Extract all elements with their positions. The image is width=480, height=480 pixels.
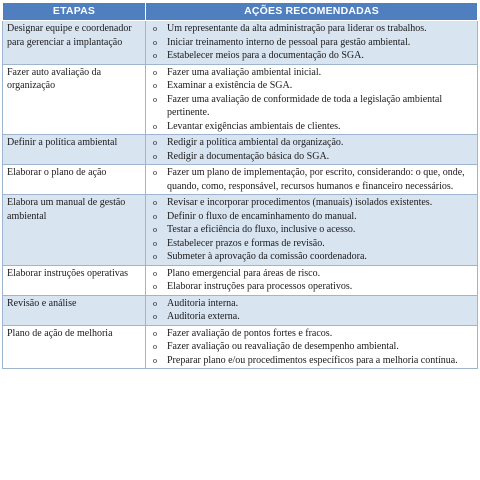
action-text: Fazer avaliação de pontos fortes e fracos. <box>167 327 333 339</box>
action-item <box>150 210 475 224</box>
action-text: Fazer uma avaliação de conformidade de toda a legislação ambiental pertinente. <box>167 93 443 118</box>
action-text: Redigir a política ambiental da organização. <box>167 137 344 148</box>
table-row <box>3 21 478 65</box>
action-item <box>150 297 475 311</box>
action-text: Testar a eficiência do fluxo, inclusive o acesso. <box>167 224 356 235</box>
actions-cell <box>146 265 478 295</box>
hollow-circle-bullet-icon: o <box>153 67 157 77</box>
hollow-circle-bullet-icon: o <box>153 268 157 278</box>
action-item <box>150 196 475 210</box>
table-row <box>3 295 478 325</box>
hollow-circle-bullet-icon: o <box>153 121 157 131</box>
table-header <box>3 3 478 21</box>
action-text: Auditoria interna. <box>167 297 239 309</box>
action-text: Preparar plano e/ou procedimentos específicos para a melhoria contínua. <box>167 354 458 366</box>
action-item <box>150 120 475 134</box>
step-cell: Elaborar instruções operativas <box>3 265 146 295</box>
action-text: Elaborar instruções para processos operativos. <box>167 281 353 292</box>
actions-list <box>150 326 475 369</box>
action-text: Plano emergencial para áreas de risco. <box>167 267 321 279</box>
table-row <box>3 195 478 266</box>
action-item <box>150 250 475 264</box>
action-text: Fazer um plano de implementação, por escrito, considerando: o que, onde, quando, como, responsável, recursos humanos e financeiro necessários. <box>167 167 465 192</box>
actions-cell <box>146 64 478 135</box>
action-item <box>150 340 475 354</box>
step-cell: Definir a política ambiental <box>3 135 146 165</box>
header-acoes-recomendadas: AÇÕES RECOMENDADAS <box>146 3 478 21</box>
actions-list <box>150 296 475 325</box>
action-text: Estabelecer prazos e formas de revisão. <box>167 237 325 249</box>
action-text: Fazer avaliação ou reavaliação de desempenho ambiental. <box>167 341 399 352</box>
action-item <box>150 79 475 93</box>
actions-cell <box>146 21 478 65</box>
action-item <box>150 93 475 120</box>
action-item <box>150 150 475 164</box>
hollow-circle-bullet-icon: o <box>153 151 157 161</box>
action-text: Definir o fluxo de encaminhamento do manual. <box>167 210 357 222</box>
action-item <box>150 237 475 251</box>
hollow-circle-bullet-icon: o <box>153 342 157 351</box>
header-etapas: ETAPAS <box>3 3 146 21</box>
action-item <box>150 267 475 281</box>
actions-cell <box>146 165 478 195</box>
action-text: Redigir a documentação básica do SGA. <box>167 150 330 162</box>
hollow-circle-bullet-icon: o <box>153 198 157 207</box>
hollow-circle-bullet-icon: o <box>153 328 157 338</box>
actions-list <box>150 195 475 265</box>
action-item <box>150 66 475 80</box>
actions-cell <box>146 195 478 266</box>
hollow-circle-bullet-icon: o <box>153 94 157 104</box>
actions-cell <box>146 325 478 369</box>
actions-list <box>150 135 475 164</box>
action-text: Examinar a existência de SGA. <box>167 80 293 91</box>
action-item <box>150 36 475 50</box>
actions-list <box>150 21 475 64</box>
hollow-circle-bullet-icon: o <box>153 24 157 33</box>
hollow-circle-bullet-icon: o <box>153 282 157 291</box>
step-cell: Elabora um manual de gestão ambiental <box>3 195 146 266</box>
hollow-circle-bullet-icon: o <box>153 355 157 365</box>
action-item <box>150 166 475 193</box>
table-row <box>3 64 478 135</box>
action-item <box>150 354 475 368</box>
step-cell: Elaborar o plano de ação <box>3 165 146 195</box>
step-cell: Revisão e análise <box>3 295 146 325</box>
action-item <box>150 136 475 150</box>
step-cell: Designar equipe e coordenador para gerenciar a implantação <box>3 21 146 65</box>
action-text: Levantar exigências ambientais de clientes. <box>167 120 341 132</box>
sga-steps-table <box>2 2 478 369</box>
actions-cell <box>146 295 478 325</box>
action-text: Um representante da alta administração para liderar os trabalhos. <box>167 23 427 34</box>
actions-list <box>150 65 475 135</box>
hollow-circle-bullet-icon: o <box>153 37 157 47</box>
hollow-circle-bullet-icon: o <box>153 138 157 147</box>
action-item <box>150 327 475 341</box>
step-cell: Plano de ação de melhoria <box>3 325 146 369</box>
action-text: Auditoria externa. <box>167 311 240 322</box>
hollow-circle-bullet-icon: o <box>153 81 157 90</box>
action-text: Fazer uma avaliação ambiental inicial. <box>167 66 322 78</box>
hollow-circle-bullet-icon: o <box>153 225 157 234</box>
hollow-circle-bullet-icon: o <box>153 211 157 221</box>
action-text: Estabelecer meios para a documentação do SGA. <box>167 50 364 61</box>
action-item <box>150 310 475 324</box>
action-item <box>150 49 475 63</box>
sga-steps-table-container <box>2 2 477 369</box>
action-item <box>150 280 475 294</box>
table-body <box>3 21 478 369</box>
action-text: Revisar e incorporar procedimentos (manuais) isolados existentes. <box>167 197 433 208</box>
actions-list <box>150 165 475 194</box>
action-item <box>150 22 475 36</box>
header-row <box>3 3 478 21</box>
hollow-circle-bullet-icon: o <box>153 312 157 321</box>
table-row <box>3 325 478 369</box>
actions-list <box>150 266 475 295</box>
hollow-circle-bullet-icon: o <box>153 51 157 60</box>
action-text: Iniciar treinamento interno de pessoal para gestão ambiental. <box>167 36 411 48</box>
action-item <box>150 223 475 237</box>
actions-cell <box>146 135 478 165</box>
hollow-circle-bullet-icon: o <box>153 168 157 177</box>
table-row <box>3 265 478 295</box>
table-row <box>3 165 478 195</box>
action-text: Submeter à aprovação da comissão coordenadora. <box>167 251 367 262</box>
hollow-circle-bullet-icon: o <box>153 252 157 261</box>
hollow-circle-bullet-icon: o <box>153 238 157 248</box>
hollow-circle-bullet-icon: o <box>153 298 157 308</box>
step-cell: Fazer auto avaliação da organização <box>3 64 146 135</box>
table-row <box>3 135 478 165</box>
